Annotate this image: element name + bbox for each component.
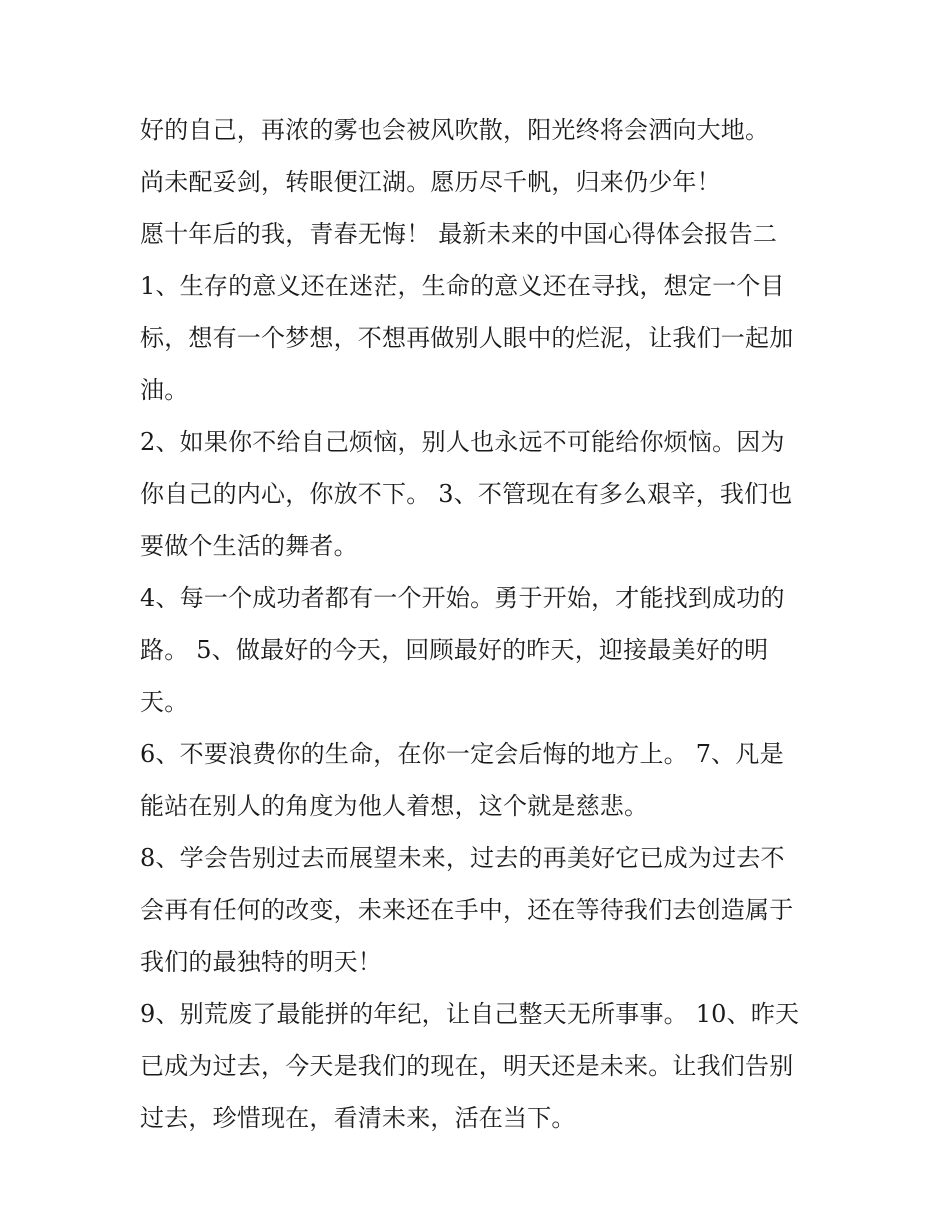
document-body xyxy=(140,104,820,1144)
text-line: 路。 5、做最好的今天，回顾最好的昨天，迎接最美好的明 xyxy=(140,636,769,664)
text-line: 会再有任何的改变，未来还在手中，还在等待我们去创造属于 xyxy=(140,896,794,924)
text-line: 愿十年后的我，青春无悔！ 最新未来的中国心得体会报告二 xyxy=(140,220,778,248)
text-line: 9、别荒废了最能拼的年纪，让自己整天无所事事。 10、昨天 xyxy=(140,1000,800,1028)
text-line: 4、每一个成功者都有一个开始。勇于开始，才能找到成功的 xyxy=(140,584,785,612)
text-line: 过去，珍惜现在，看清未来，活在当下。 xyxy=(140,1104,576,1132)
text-line: 标，想有一个梦想，不想再做别人眼中的烂泥，让我们一起加 xyxy=(140,324,794,352)
text-line: 要做个生活的舞者。 xyxy=(140,532,358,560)
text-line: 你自己的内心，你放不下。 3、不管现在有多么艰辛，我们也 xyxy=(140,480,793,508)
text-line: 我们的最独特的明天！ xyxy=(140,948,382,976)
text-line: 天。 xyxy=(140,688,189,716)
text-line: 能站在别人的角度为他人着想，这个就是慈悲。 xyxy=(140,792,649,820)
text-line: 好的自己，再浓的雾也会被风吹散，阳光终将会洒向大地。 xyxy=(140,116,770,144)
text-line: 6、不要浪费你的生命，在你一定会后悔的地方上。 7、凡是 xyxy=(140,740,784,768)
text-line: 油。 xyxy=(140,376,189,404)
text-line: 1、生存的意义还在迷茫，生命的意义还在寻找，想定一个目 xyxy=(140,272,785,300)
text-line: 已成为过去，今天是我们的现在，明天还是未来。让我们告别 xyxy=(140,1052,794,1080)
text-line: 8、学会告别过去而展望未来，过去的再美好它已成为过去不 xyxy=(140,844,785,872)
text-line: 2、如果你不给自己烦恼，别人也永远不可能给你烦恼。因为 xyxy=(140,428,785,456)
text-line: 尚未配妥剑，转眼便江湖。愿历尽千帆，归来仍少年！ xyxy=(140,168,721,196)
